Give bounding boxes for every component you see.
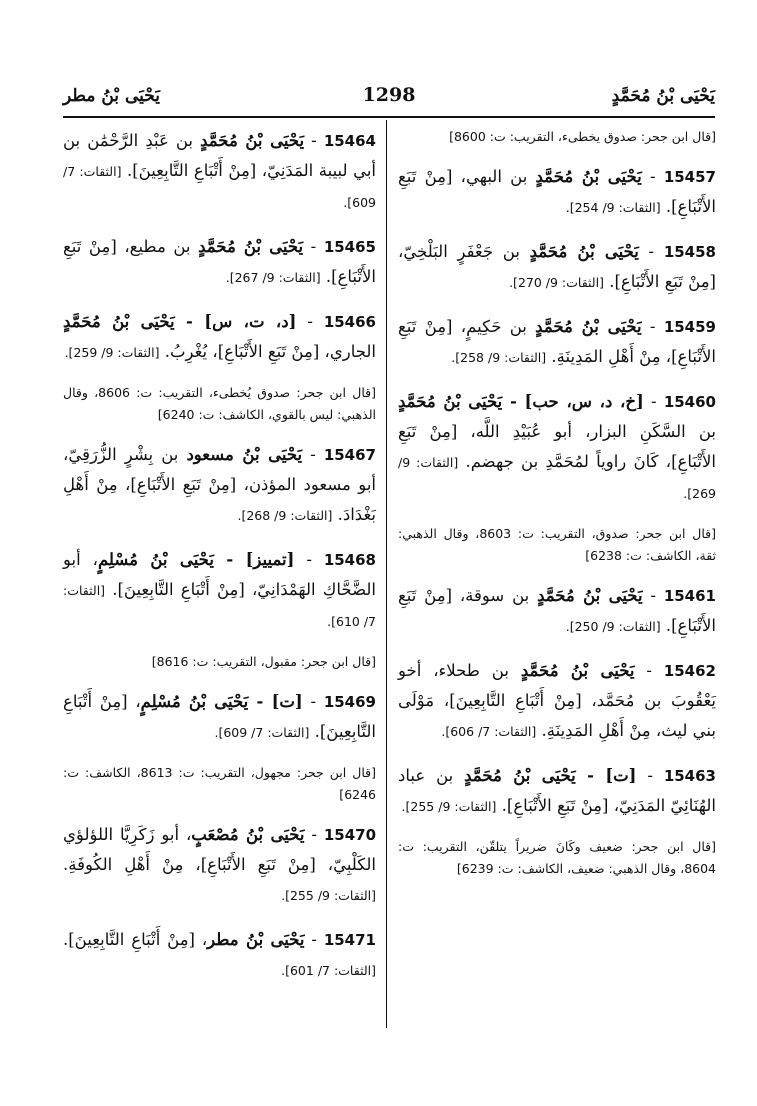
- running-head-left: يَحْيَى بْنُ مطر: [63, 86, 160, 106]
- entry-number: 15459: [663, 318, 716, 336]
- entry-name: يَحْيَى بْنُ مُحَمَّدٍ: [535, 317, 642, 336]
- entry-note: [قال ابن جحر: صدوق يُخطىء، التقريب: ت: 8606، وقال الذهبي: ليس بالقوي، الكاشف: ت: 6240]: [63, 385, 376, 422]
- entry-name: يَحْيَى بْنُ مُحَمَّدٍ: [537, 586, 643, 605]
- entry-number: 15470: [323, 826, 377, 844]
- entry-citation: [الثقات: 9/ 255].: [281, 888, 376, 903]
- entry-name: [ت] - يَحْيَى بْنُ مُحَمَّدٍ: [464, 766, 637, 785]
- entry-text: بن مطيع، [مِنْ تَبَعِ الأَتْبَاعِ].: [63, 237, 376, 286]
- entry-number: 15460: [663, 393, 716, 411]
- entry-text: ، [مِنْ أَتْبَاعِ التَّابِعِينَ].: [63, 930, 208, 949]
- entry-text: بن عَبْدِ الرَّحْمَٰن بن أبي لبيبة المَدَنِيّ، [مِنْ أَتْبَاعِ التَّابِعِينَ].: [63, 131, 376, 180]
- entry: 15460 - [خ، د، س، حب] - يَحْيَى بْنُ مُحَمَّدٍ بن السَّكَنِ البزار، أبو عُبَيْدِ اللَّه، [مِنْ تَبَعِ الأَتْبَاعِ]، كَانَ راوياً لمُحَمَّدِ بن جهضم. [الثقات: 9/ 269].: [398, 392, 716, 501]
- entry-text: بن طحلاء، أخو يَعْقُوبَ بن مُحَمَّد، [مِنْ أَتْبَاعِ التَّابِعِينَ]، مَوْلَى بني ليث، مِنْ أَهْلِ المَدِينَةِ.: [398, 661, 716, 740]
- entry: 15461 - يَحْيَى بْنُ مُحَمَّدٍ بن سوقة، [مِنْ تَبَعِ الأَتْبَاعِ]. [الثقات: 9/ 250].: [398, 586, 716, 635]
- entry-name: يَحْيَى بْنُ مُحَمَّدٍ: [535, 167, 642, 186]
- entry-number: 15469: [323, 693, 376, 711]
- entry-text: بن السَّكَنِ البزار، أبو عُبَيْدِ اللَّه، [مِنْ تَبَعِ الأَتْبَاعِ]، كَانَ راوياً لمُحَمَّدِ بن جهضم.: [398, 422, 716, 471]
- entry: 15468 - [تمييز] - يَحْيَى بْنُ مُسْلِمٍ، أبو الضَّحَّاكِ الهَمْدَانِيّ، [مِنْ أَتْبَاعِ التَّابِعِينَ]. [الثقات: 7/ 610].: [63, 550, 376, 629]
- entry-name: يَحْيَى بْنُ مُحَمَّدٍ: [529, 242, 639, 261]
- entry: 15466 - [د، ت، س] - يَحْيَى بْنُ مُحَمَّدٍ الجاري، [مِنْ تَبَعِ الأَتْبَاعِ]، يُغْرِبُ. [الثقات: 9/ 259].: [63, 312, 376, 361]
- entry-text: بن حَكِيمٍ، [مِنْ تَبَعِ الأَتْبَاعِ]، مِنْ أَهْلِ المَدِينَةِ.: [398, 317, 716, 366]
- page-header: [63, 84, 715, 112]
- entry-number: 15465: [323, 238, 376, 256]
- entry-text: بن بِشْرٍ الزُّرَقِيّ، أبو مسعود المؤذن، [مِنْ تَبَعِ الأَتْبَاعِ]، مِنْ أَهْلِ بَغْدَادَ.: [63, 445, 376, 524]
- entry: 15462 - يَحْيَى بْنُ مُحَمَّدٍ بن طحلاء، أخو يَعْقُوبَ بن مُحَمَّد، [مِنْ أَتْبَاعِ التَّابِعِينَ]، مَوْلَى بني ليث، مِنْ أَهْلِ المَدِينَةِ. [الثقات: 7/ 606].: [398, 661, 716, 740]
- entry-citation: [الثقات: 7/ 606].: [441, 724, 537, 739]
- entry: 15470 - يَحْيَى بْنُ مُصْعَبٍ، أبو زَكَرِيَّا اللؤلؤي الكَلْبِيّ، [مِنْ تَبَعِ الأَتْبَاعِ]، مِنْ أَهْلِ الكُوفَةِ. [الثقات: 9/ 255].: [63, 825, 377, 903]
- entry-citation: [الثقات: 9/ 269].: [398, 455, 716, 501]
- entry-number: 15466: [323, 313, 376, 331]
- entry: 15457 - يَحْيَى بْنُ مُحَمَّدٍ بن البهي، [مِنْ تَبَعِ الأَتْبَاعِ]. [الثقات: 9/ 254].: [398, 167, 716, 216]
- entry: 15458 - يَحْيَى بْنُ مُحَمَّدٍ بن جَعْفَرٍ البَلْخِيّ، [مِنْ تَبَعِ الأَتْبَاعِ]. [الثقات: 9/ 270].: [398, 242, 716, 291]
- entry-name: [خ، د، س، حب] - يَحْيَى بْنُ مُحَمَّدٍ: [398, 392, 644, 411]
- page-number: 1298: [362, 84, 416, 106]
- entry-name: [ت] - يَحْيَى بْنُ مُسْلِمٍ: [140, 692, 303, 711]
- entry-name: يَحْيَى بْنُ مُحَمَّدٍ: [200, 131, 305, 150]
- entry: 15465 - يَحْيَى بْنُ مُحَمَّدٍ بن مطيع، [مِنْ تَبَعِ الأَتْبَاعِ]. [الثقات: 9/ 267].: [63, 237, 376, 286]
- entry-text: ، أبو زَكَرِيَّا اللؤلؤي الكَلْبِيّ، [مِنْ تَبَعِ الأَتْبَاعِ]، مِنْ أَهْلِ الكُوفَةِ.: [63, 825, 376, 874]
- top-note: [قال ابن جحر: صدوق يخطىء، التقريب: ت: 8600]: [449, 129, 716, 144]
- entry-citation: [الثقات: 9/ 255].: [401, 799, 497, 814]
- entry-name: يَحْيَى بْنُ مُصْعَبٍ: [191, 825, 305, 844]
- right-column: [398, 126, 716, 894]
- entry: 15471 - يَحْيَى بْنُ مطر، [مِنْ أَتْبَاعِ التَّابِعِينَ]. [الثقات: 7/ 601].: [63, 930, 376, 978]
- entry-text: ، [مِنْ أَتْبَاعِ التَّابِعِينَ].: [63, 692, 376, 741]
- entry-note: [قال ابن جحر: مجهول، التقريب: ت: 8613، الكاشف: ت: 6246]: [63, 765, 377, 802]
- entry-number: 15461: [663, 587, 716, 605]
- entry-number: 15471: [323, 931, 376, 949]
- entry-citation: [الثقات: 9/ 259].: [64, 345, 160, 360]
- entry-text: بن جَعْفَرٍ البَلْخِيّ، [مِنْ تَبَعِ الأَتْبَاعِ].: [398, 242, 716, 291]
- running-head-right: يَحْيَى بْنُ مُحَمَّدٍ: [611, 86, 715, 106]
- entry-name: يَحْيَى بْنُ مُحَمَّدٍ: [520, 661, 635, 680]
- entry-number: 15463: [663, 767, 716, 785]
- entry: 15459 - يَحْيَى بْنُ مُحَمَّدٍ بن حَكِيمٍ، [مِنْ تَبَعِ الأَتْبَاعِ]، مِنْ أَهْلِ المَدِينَةِ. [الثقات: 9/ 258].: [398, 317, 716, 366]
- entry-name: يَحْيَى بْنُ مطر: [207, 930, 305, 949]
- column-divider: [386, 120, 387, 1028]
- entry-citation: [الثقات: 9/ 270].: [509, 275, 604, 290]
- entry-text: ، أبو الضَّحَّاكِ الهَمْدَانِيّ، [مِنْ أَتْبَاعِ التَّابِعِينَ].: [63, 550, 376, 599]
- entry-citation: [الثقات: 7/ 609].: [63, 164, 376, 210]
- entry-name: يَحْيَى بْنُ مسعود: [186, 445, 303, 464]
- header-rule: [63, 116, 715, 118]
- entry-text: بن سوقة، [مِنْ تَبَعِ الأَتْبَاعِ].: [398, 586, 716, 635]
- entry-number: 15462: [663, 662, 716, 680]
- entry-citation: [الثقات: 7/ 601].: [281, 963, 376, 978]
- entry-note: [قال ابن جحر: ضعيف وكَانَ ضريراً يتلقّن، التقريب: ت: 8604، وقال الذهبي: ضعيف، الكاشف: ت: 6239]: [398, 839, 716, 876]
- entry-number: 15468: [323, 551, 376, 569]
- entry-name: يَحْيَى بْنُ مُحَمَّدٍ: [198, 237, 304, 256]
- entry-citation: [الثقات: 7/ 610].: [63, 583, 376, 629]
- left-column: [63, 126, 376, 1000]
- entry-number: 15458: [663, 243, 716, 261]
- entry: 15463 - [ت] - يَحْيَى بْنُ مُحَمَّدٍ بن عباد الهُنَائِيّ المَدَنِيّ، [مِنْ تَبَعِ الأَتْبَاعِ]. [الثقات: 9/ 255].: [398, 766, 716, 815]
- entry-citation: [الثقات: 9/ 258].: [451, 350, 547, 365]
- entry-name: [تمييز] - يَحْيَى بْنُ مُسْلِمٍ: [97, 550, 295, 569]
- entry-citation: [الثقات: 9/ 268].: [237, 508, 333, 523]
- entry-note: [قال ابن جحر: صدوق، التقريب: ت: 8603، وقال الذهبي: ثقة، الكاشف: ت: 6238]: [398, 526, 716, 563]
- entry-text: بن عباد الهُنَائِيّ المَدَنِيّ، [مِنْ تَبَعِ الأَتْبَاعِ].: [398, 766, 716, 815]
- entry-text: الجاري، [مِنْ تَبَعِ الأَتْبَاعِ]، يُغْرِبُ.: [159, 342, 376, 361]
- entry-text: بن البهي، [مِنْ تَبَعِ الأَتْبَاعِ].: [398, 167, 716, 216]
- entry-name: [د، ت، س] - يَحْيَى بْنُ مُحَمَّدٍ: [63, 312, 297, 331]
- entry-citation: [الثقات: 9/ 250].: [565, 619, 661, 634]
- entry: 15464 - يَحْيَى بْنُ مُحَمَّدٍ بن عَبْدِ الرَّحْمَٰن بن أبي لبيبة المَدَنِيّ، [مِنْ أَتْبَاعِ التَّابِعِينَ]. [الثقات: 7/ 609].: [63, 131, 376, 210]
- entry: 15467 - يَحْيَى بْنُ مسعود بن بِشْرٍ الزُّرَقِيّ، أبو مسعود المؤذن، [مِنْ تَبَعِ الأَتْبَاعِ]، مِنْ أَهْلِ بَغْدَادَ. [الثقات: 9/ 268].: [63, 445, 376, 524]
- entry-citation: [الثقات: 9/ 254].: [565, 200, 661, 215]
- entry-note: [قال ابن جحر: مقبول، التقريب: ت: 8616]: [151, 654, 376, 669]
- entry-number: 15464: [323, 132, 376, 150]
- entry-citation: [الثقات: 7/ 609].: [214, 725, 310, 740]
- entry-citation: [الثقات: 9/ 267].: [225, 270, 321, 285]
- entry-number: 15467: [323, 446, 376, 464]
- entry: 15469 - [ت] - يَحْيَى بْنُ مُسْلِمٍ، [مِنْ أَتْبَاعِ التَّابِعِينَ]. [الثقات: 7/ 609].: [63, 692, 376, 741]
- entry-number: 15457: [663, 168, 716, 186]
